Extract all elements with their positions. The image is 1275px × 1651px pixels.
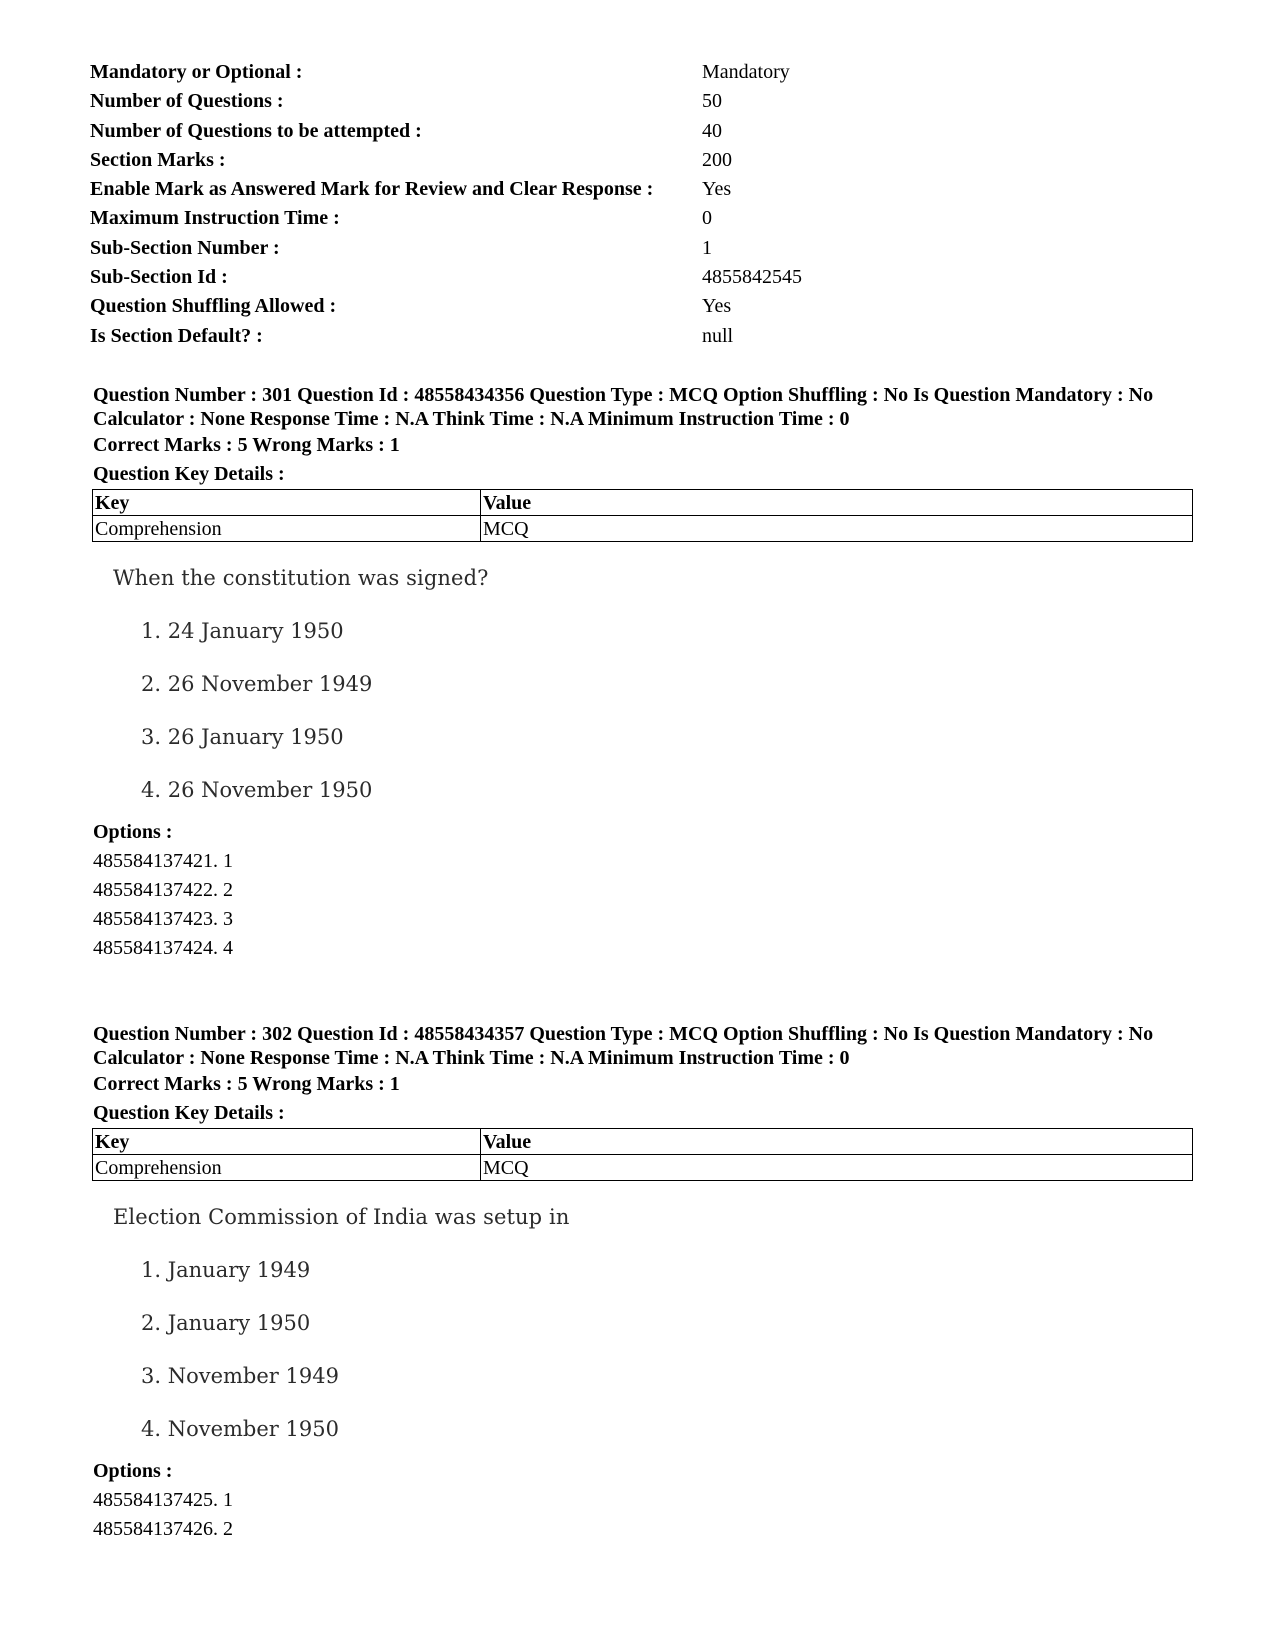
info-value: 40 xyxy=(702,119,722,142)
question-text: Election Commission of India was setup in xyxy=(113,1205,570,1229)
info-value: 1 xyxy=(702,236,712,259)
info-value: 4855842545 xyxy=(702,266,802,289)
info-row-questions-attempted xyxy=(90,117,850,146)
info-label: Sub-Section Id : xyxy=(90,266,228,289)
info-row-max-instruction-time xyxy=(90,204,850,233)
table-header-value: Value xyxy=(481,490,1193,516)
question-block-302 xyxy=(93,1022,1203,1544)
table-header-value: Value xyxy=(481,1129,1193,1155)
options-label: Options : xyxy=(93,821,173,843)
question-header: Question Number : 302 Question Id : 48558434357 Question Type : MCQ Option Shuffling : No Is Question Mandatory : No Calculator : None Response Time : N.A Think Time : N.A Minimum Instruction Time : 0 xyxy=(93,1023,1154,1069)
info-row-enable-mark xyxy=(90,175,850,204)
question-block-301 xyxy=(93,383,1203,963)
table-cell-key: Comprehension xyxy=(93,516,481,542)
choice-item: 4. November 1950 xyxy=(141,1417,339,1441)
info-value: Mandatory xyxy=(702,61,790,83)
question-marks: Correct Marks : 5 Wrong Marks : 1 xyxy=(93,434,400,456)
question-key-details-label: Question Key Details : xyxy=(93,1102,285,1124)
choice-item: 3. November 1949 xyxy=(141,1364,339,1388)
choice-item: 2. January 1950 xyxy=(141,1311,311,1335)
info-row-sub-section-number xyxy=(90,234,850,263)
choice-item: 2. 26 November 1949 xyxy=(141,672,373,696)
info-label: Mandatory or Optional : xyxy=(90,61,303,83)
info-value: Yes xyxy=(702,295,732,318)
info-value: 50 xyxy=(702,90,722,113)
option-id-row: 485584137425. 1 xyxy=(93,1489,233,1511)
info-value: Yes xyxy=(702,178,732,201)
info-row-mandatory xyxy=(90,58,850,87)
question-key-details-label: Question Key Details : xyxy=(93,463,285,485)
info-label: Maximum Instruction Time : xyxy=(90,207,340,230)
table-cell-value: MCQ xyxy=(481,1155,1193,1181)
info-label: Number of Questions to be attempted : xyxy=(90,119,422,142)
option-id-row: 485584137423. 3 xyxy=(93,908,233,930)
question-text: When the constitution was signed? xyxy=(113,566,489,590)
option-id-row: 485584137422. 2 xyxy=(93,879,233,901)
question-choices xyxy=(141,617,1203,804)
question-key-table xyxy=(92,1128,1193,1181)
info-row-sub-section-id xyxy=(90,263,850,292)
choice-item: 1. January 1949 xyxy=(141,1258,311,1282)
info-value: null xyxy=(702,324,734,347)
choice-item: 1. 24 January 1950 xyxy=(141,619,344,643)
question-key-table xyxy=(92,489,1193,542)
info-label: Question Shuffling Allowed : xyxy=(90,295,337,318)
info-label: Number of Questions : xyxy=(90,90,284,113)
info-row-section-marks xyxy=(90,146,850,175)
info-label: Is Section Default? : xyxy=(90,324,263,347)
table-row xyxy=(93,490,1193,516)
table-row xyxy=(93,1155,1193,1181)
info-label: Enable Mark as Answered Mark for Review and Clear Response : xyxy=(90,178,654,201)
table-header-key: Key xyxy=(93,490,481,516)
table-header-key: Key xyxy=(93,1129,481,1155)
table-cell-key: Comprehension xyxy=(93,1155,481,1181)
table-cell-value: MCQ xyxy=(481,516,1193,542)
option-id-row: 485584137424. 4 xyxy=(93,937,233,959)
option-id-row: 485584137421. 1 xyxy=(93,850,233,872)
question-choices xyxy=(141,1256,1203,1443)
info-row-question-shuffling xyxy=(90,292,850,321)
info-row-section-default xyxy=(90,322,850,351)
option-id-row: 485584137426. 2 xyxy=(93,1518,233,1540)
info-label: Sub-Section Number : xyxy=(90,236,280,259)
table-row xyxy=(93,516,1193,542)
info-row-number-of-questions xyxy=(90,87,850,116)
info-label: Section Marks : xyxy=(90,148,226,171)
choice-item: 4. 26 November 1950 xyxy=(141,778,373,802)
choice-item: 3. 26 January 1950 xyxy=(141,725,344,749)
question-marks: Correct Marks : 5 Wrong Marks : 1 xyxy=(93,1073,400,1095)
info-value: 0 xyxy=(702,207,712,230)
options-label: Options : xyxy=(93,1460,173,1482)
question-header: Question Number : 301 Question Id : 48558434356 Question Type : MCQ Option Shuffling : No Is Question Mandatory : No Calculator : None Response Time : N.A Think Time : N.A Minimum Instruction Time : 0 xyxy=(93,384,1154,430)
section-info xyxy=(90,58,850,351)
table-row xyxy=(93,1129,1193,1155)
info-value: 200 xyxy=(702,148,732,171)
